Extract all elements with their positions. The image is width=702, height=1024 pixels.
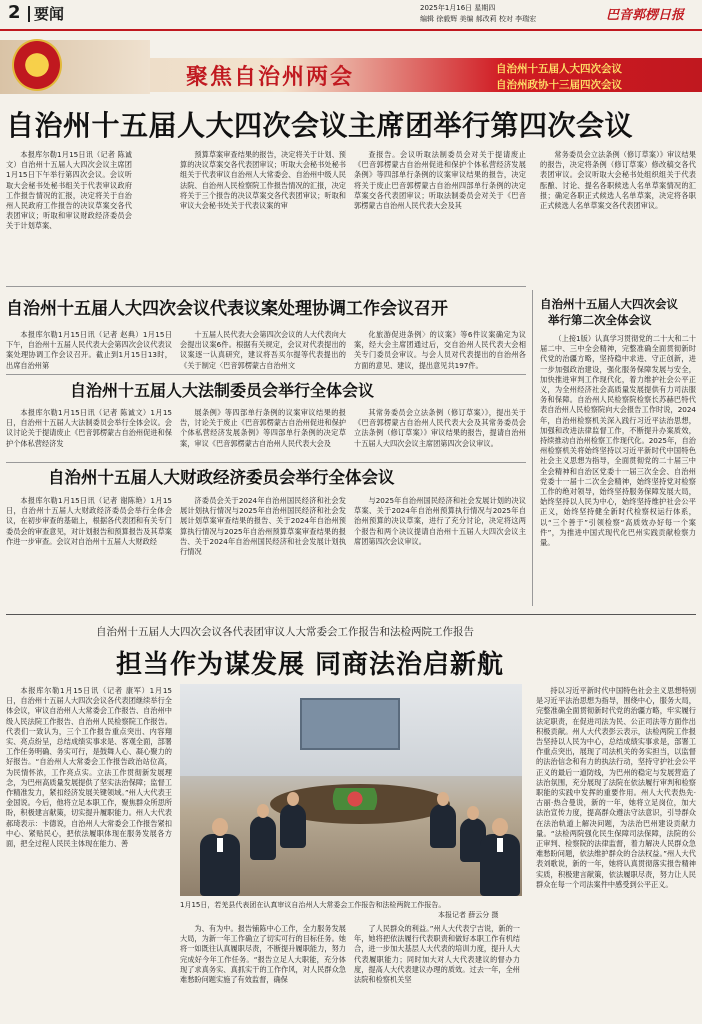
- article1-col2: [180, 150, 346, 280]
- article1-col1: [6, 150, 132, 280]
- banner-subtitle-2: 自治州政协十三届四次会议: [496, 79, 622, 91]
- page-number: 2: [8, 2, 21, 23]
- main-headline: 自治州十五届人大四次会议主席团举行第四次会议: [6, 109, 634, 142]
- meeting-photo: [180, 684, 522, 896]
- article2-col3: [354, 330, 526, 372]
- star-icon: ★: [28, 50, 46, 74]
- article2-paragraph: 十五届人民代表大会第四次会议的人大代表向大会提出议案6件。根据有关规定，会议对代表提出的议案逐一认真研究，建议将吾买尔提等代表提出的《关于制定〈巴音郭楞蒙古自治州文: [180, 330, 346, 370]
- divider: [6, 614, 696, 615]
- article4-paragraph: 本报库尔勒1月15日讯（记者 谢陈艳）1月15日，自治州十五届人大财政经济委员会举行全体会议，在初步审查的基础上，根据各代表团和有关专门委员会的审查意见，对计划报告和预算报告及其草案作进一步审查。会议对自治州十五届人大财政经: [6, 496, 172, 546]
- article2-headline: 自治州十五届人大四次会议代表议案处理协调工作会议召开: [6, 299, 448, 319]
- article3-headline: 自治州十五届人大法制委员会举行全体会议: [70, 381, 375, 400]
- side-paragraph: （上接1版）认真学习贯彻党的二十大和二十届二中、三中全会精神，完整准确全面贯彻新时代党的治疆方略，坚持稳中求进、守正创新，进一步加强政治建设，强化服务保障发展与安全，加快推进审判工作现代化，着力维护社会公平正义，为全州经济社会高质量发展提供有力司法服务和保障。自治州人民检察院检察长苏赫巴特代表自治州人民检察院向大会报告工作时说，2024年，自治州检察机关深入践行习近平法治思想，加强和改进法律监督工作，不断提升办案质效，持续推动自治州检察工作现代化。2025年，自治州检察机关将始终坚持以习近平新时代中国特色社会主义思想为指导，全面贯彻党的二十届三中全会精神和自治区党委十一届三次全会、自治州党委十一届十二次全会精神，始终坚持党对检察工作的绝对领导，始终坚持服务保障发展大局，始终坚持以人民为中心，始终坚持维护社会公平正义，始终坚持健全新时代检察权运行体系，以“三个善于”引领检察“高质效办好每一个案件”，为推进中国式现代化巴州实践贡献检察力量。: [540, 334, 696, 548]
- banner-subtitle-1: 自治州十五届人大四次会议: [496, 63, 622, 75]
- article1-col3: [354, 150, 526, 280]
- divider: [6, 374, 526, 375]
- article5-kicker: 自治州十五届人大四次会议各代表团审议人大常委会工作报告和法检两院工作报告: [96, 626, 474, 638]
- article4-paragraph: 济委员会关于2024年自治州国民经济和社会发展计划执行情况与2025年自治州国民经济和社会发展计划草案审查结果的报告、关于2024年自治州预算执行情况与2025年自治州预算草案审查结果的报告、关于2024年自治州国民经济和社会发展计划执行情况: [180, 496, 346, 557]
- article4-col3: [354, 496, 526, 608]
- article4-paragraph: 与2025年自治州国民经济和社会发展计划的决议草案、关于2024年自治州预算执行情况与2025年自治州预算的决议草案，进行了充分讨论，决定将这两个报告和两个决议提请自治州十五届人大四次会议主席团第四次会议审议。: [354, 496, 526, 546]
- section-name: 要闻: [34, 5, 65, 23]
- article5-col-right: [536, 686, 696, 1022]
- article3-col2: [180, 408, 346, 460]
- article2-paragraph: 化旅游促进条例〉的议案》等6件议案确定为议案，经大会主席团通过后，交自治州人民代表大会相关专门委员会审议。与会人员对代表提出的自治州各方面的意见、建议，提出意见共197件。: [354, 330, 526, 370]
- article5-paragraph: 了人民群众的利益。”州人大代表宁吉说，新的一年，她将把依法履行代表职责和做好本职工作有机结合，进一步加大基层人大代表的培训力度，提升人大代表履职能力；同时加大对人大代表建议的督办力度，提高人大代表建议办理的质效。过去一年，全州法院和检察机关坚: [354, 924, 520, 985]
- article4-col1: [6, 496, 172, 608]
- article2-col2: [180, 330, 346, 372]
- column-divider: [532, 290, 533, 606]
- article3-paragraph: 展条例》等四部单行条例的议案审议结果的报告，讨论关于废止《巴音郭楞蒙古自治州促进和保护个体私营经济发展条例》等四部单行条例的决定草案，审议《巴音郭楞蒙古自治州人民代表大会及: [180, 408, 346, 448]
- article1-col4: [540, 150, 696, 280]
- article5-paragraph: 持以习近平新时代中国特色社会主义思想特别是习近平法治思想为指导，围绕中心，服务大局，完整准确全面贯彻新时代党的治疆方略，牢实履行法定职责，在促进司法为民、公正司法等方面作出积极贡献。州人大代表彭云表示，法检两院工作报告坚持以人民为中心，总结成绩实事求是，部署工作重点突出，展现了司法机关的务实担当，以监督的法治信念和有力的执法行动，坚持守护社会公平正义的最后一道防线，为巴州的稳定与发展营造了法治氛围，充分展现了法院在依法履行审判和检察职能的实践中发挥的重要作用。州人大代表热先·古丽·热合曼说，新的一年，她将立足岗位，加大法治宣传力度，提高群众遵法守法意识，引导群众在法治轨道上解决问题，为法治巴州建设贡献力量。“法检两院强化民生保障司法保障，法院的公正审判、检察院的法律监督，着力解决人民群众急难愁盼问题，依法维护群众的合法权益。”州人大代表刘歌说，新的一年，她将认真贯彻落实报告精神实质，积极建言献策，依法履职尽责，努力让人民群众在每一个司法案件中感受到公平正义。: [536, 686, 696, 889]
- article2-paragraph: 本报库尔勒1月15日讯（记者 赵典）1月15日下午，自治州十五届人民代表大会第四次会议代表议案处理协调工作会议召开。截止到1月15日13时，出席自治州第: [6, 330, 172, 370]
- article5-paragraph: 为、有为中。报告铺陈中心工作，全力服务发展大局，为新一年工作确立了切实可行的目标任务。她将一如既往认真履职尽责，不断提升履职能力，努力完成好今年工作任务。“报告立足人大职能，充分体现了求真务实、真抓实干的工作作风，对人民群众急难愁盼问题实施了有效监督，确保: [180, 924, 346, 985]
- side-body: [540, 334, 696, 606]
- article5-col-mid2: [354, 924, 520, 1022]
- article5-col-mid1: [180, 924, 346, 1022]
- article1-paragraph: 常务委员会立法条例（修订草案）》审议结果的报告，决定将条例（修订草案）修改稿交各代表团审议。会议听取大会秘书处组织组关于代表酝酿、讨论、提名各职候选人名单草案情况的汇报；确定各职正式候选人名单草案，决定将各职正式候选人名单草案交各代表团审议。: [540, 150, 696, 211]
- newspaper-logo: 巴音郭楞日报: [606, 8, 685, 23]
- article5-headline: 担当作为谋发展 同商法治启新航: [116, 650, 505, 680]
- header-rule: [0, 29, 702, 31]
- divider: [6, 286, 526, 287]
- article1-paragraph: 本报库尔勒1月15日讯（记者 陈诚文）自治州十五届人大四次会议主席团1月15日下午举行第四次会议。会议听取大会秘书处秘书组关于代表审议政府工作报告情况的汇报，决定将关于自治州人民政府工作报告的决议草案交各代表团审议；听取和审议财政经济委员会关于计划草案、: [6, 150, 132, 231]
- article3-paragraph: 其常务委员会立法条例（修订草案）》，提出关于《巴音郭楞蒙古自治州人民代表大会及其常务委员会立法条例（修订草案）》审议结果的报告，提请自治州十五届人大四次会议主席团第四次会议审议。: [354, 408, 526, 448]
- article5-paragraph: 本报库尔勒1月15日讯（记者 康军）1月15日，自治州十五届人大四次会议各代表团继续举行全体会议，审议自治州人大常委会工作报告、自治州中级人民法院工作报告、自治州人民检察院工作报告。代表们一致认为，三个工作报告重点突出、内容翔实、亮点纷呈，总结成绩实事求是、客观全面，部署工作任务明确、务实可行，是鼓舞人心、凝心聚力的好报告。“自治州人大常委会工作报告政治站位高，为民情怀浓，工作亮点实。立法工作贯彻新发展理念，为巴州高质量发展提供了坚实法治保障；监督工作精准发力，紧扣经济发展关键领域。”州人大代表王金国说。今后，他将立足本职工作，聚焦群众所思所盼，积极建言献策，切实提升履职能力。州人大代表郝琦表示：卡德说，自治州人大常委会工作报告紧扣中心、紧贴民心，把依法履职体现在服务发展各方面，把全过程人民民主体现在能力、善: [6, 686, 172, 849]
- masthead-divider: [28, 6, 30, 22]
- article3-col1: [6, 408, 172, 460]
- article4-headline: 自治州十五届人大财政经济委员会举行全体会议: [48, 468, 395, 487]
- article2-col1: [6, 330, 172, 372]
- article3-col3: [354, 408, 526, 460]
- article4-col2: [180, 496, 346, 608]
- article3-paragraph: 本报库尔勒1月15日讯（记者 陈诚文）1月15日，自治州十五届人大法制委员会举行全体会议。会议讨论关于提请废止《巴音郭楞蒙古自治州促进和保护个体私营经济发: [6, 408, 172, 448]
- photo-credit: 本报记者 薛云分 摄: [438, 911, 499, 919]
- article5-col-left: [6, 686, 172, 1022]
- side-headline-line2: 举行第二次全体会议: [548, 313, 652, 327]
- photo-caption: 1月15日，若羌县代表团在认真审议自治州人大常委会工作报告和法检两院工作报告。: [180, 901, 446, 909]
- article1-paragraph: 查报告。会议听取法制委员会对关于提请废止《巴音郭楞蒙古自治州促进和保护个体私营经济发展条例》等四部单行条例的议案审议结果的报告，决定将关于废止巴音郭楞蒙古自治州四部单行条例的决定草案交各代表团审议；听取法制委员会对关于《巴音郭楞蒙古自治州人民代表大会及其: [354, 150, 526, 211]
- side-headline-line1: 自治州十五届人大四次会议: [540, 297, 678, 311]
- issue-date: 2025年1月16日 星期四: [420, 4, 496, 12]
- editor-credits: 编辑 徐毅辉 美编 郝改莉 校对 李瑞宏: [420, 15, 537, 23]
- banner-title: 聚焦自治州两会: [186, 65, 355, 90]
- divider: [6, 462, 526, 463]
- article1-paragraph: 预算草案审查结果的报告，决定将关于计划、预算的决议草案交各代表团审议；听取大会秘书处秘书组关于代表审议自治州人大常委会、自治州中级人民法院、自治州人民检察院工作报告情况的汇报，决定将关于三个报告的决议草案交各代表团审议；听取和审议大会秘书处关于代表议案的审: [180, 150, 346, 211]
